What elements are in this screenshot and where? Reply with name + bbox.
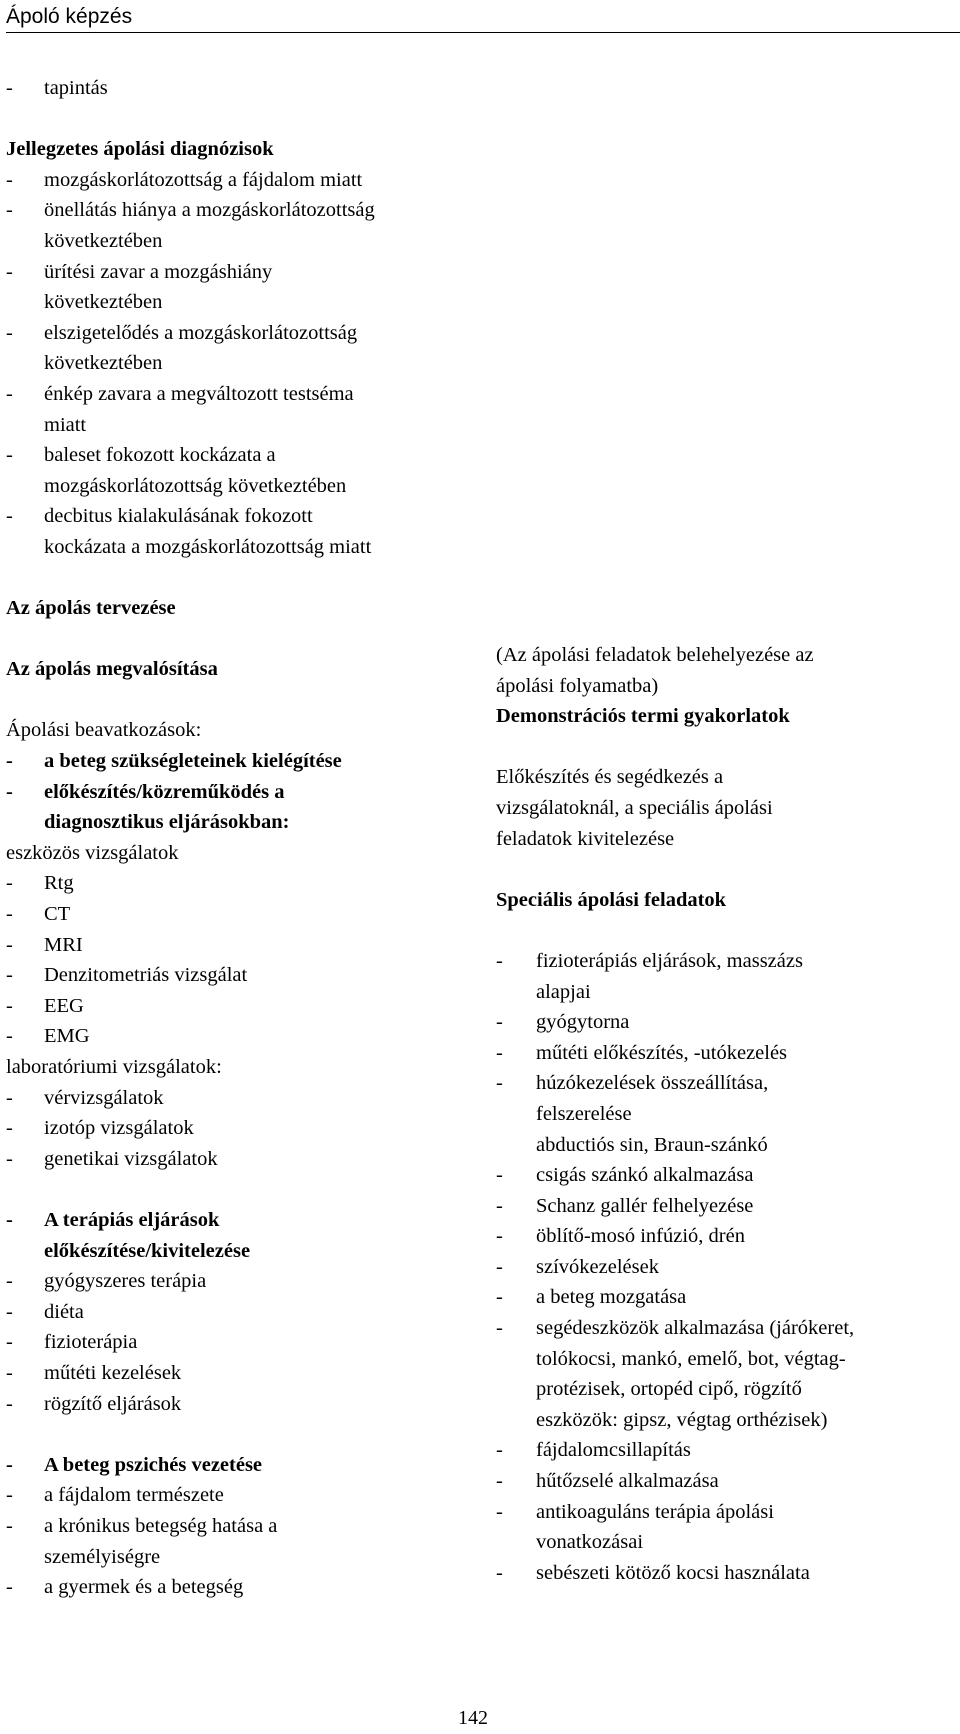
list-item-cont: alapjai (536, 980, 591, 1003)
list-item-cont: vonatkozásai (536, 1531, 644, 1554)
list-item: - fizioterápia (6, 1331, 138, 1354)
list-item: - genetikai vizsgálatok (6, 1147, 218, 1170)
list-item-cont: következtében (44, 291, 163, 314)
special-heading: Speciális ápolási feladatok (496, 888, 727, 911)
note-line: ápolási folyamatba) (496, 674, 659, 697)
list-item: - decbitus kialakulásának fokozott (6, 505, 313, 528)
list-item: - húzókezelések összeállítása, (496, 1072, 769, 1095)
list-item: - antikoaguláns terápia ápolási (496, 1500, 774, 1523)
list-item-cont: mozgáskorlátozottság következtében (44, 474, 347, 497)
list-item-cont: személyiségre (44, 1545, 161, 1568)
implementation-heading: Az ápolás megvalósítása (6, 658, 218, 681)
left-column (6, 73, 484, 1603)
list-item: - MRI (6, 933, 83, 956)
header-title: Ápoló képzés (6, 5, 133, 28)
list-item: - műtéti kezelések (6, 1361, 182, 1384)
list-item: - tapintás (6, 77, 108, 99)
list-item: - öblítő-mosó infúzió, drén (496, 1225, 745, 1248)
right-column (496, 640, 956, 1588)
list-item: - rögzítő eljárások (6, 1392, 182, 1415)
list-item: - önellátás hiánya a mozgáskorlátozottság (6, 199, 375, 222)
list-item: - EEG (6, 994, 84, 1017)
list-item: - EMG (6, 1025, 90, 1048)
list-item: - a fájdalom természete (6, 1484, 224, 1507)
list-item: - fizioterápiás eljárások, masszázs (496, 949, 803, 972)
list-item: - énkép zavara a megváltozott testséma (6, 382, 354, 405)
page-number: 142 (458, 1707, 488, 1729)
demo-heading: Demonstrációs termi gyakorlatok (496, 705, 790, 728)
prep-line: vizsgálatoknál, a speciális ápolási (496, 796, 773, 819)
list-item: - a krónikus betegség hatása a (6, 1514, 278, 1537)
list-item: - csigás szánkó alkalmazása (496, 1164, 754, 1187)
list-item: - a beteg mozgatása (496, 1286, 687, 1309)
list-item-cont: következtében (44, 352, 163, 375)
prep-line: feladatok kivitelezése (496, 827, 675, 850)
list-item: - Schanz gallér felhelyezése (496, 1194, 754, 1217)
list-item: - Rtg (6, 872, 74, 895)
list-item: - gyógytorna (496, 1011, 630, 1034)
list-item: - ürítési zavar a mozgáshiány (6, 260, 273, 283)
list-item-cont: abductiós sin, Braun-szánkó (536, 1133, 768, 1156)
list-item-cont: következtében (44, 229, 163, 252)
list-item: - baleset fokozott kockázata a (6, 444, 276, 467)
list-item: - CT (6, 903, 71, 926)
list-item: - a gyermek és a betegség (6, 1576, 244, 1599)
list-item-cont: eszközök: gipsz, végtag orthézisek) (536, 1408, 828, 1431)
therapy-heading: - A terápiás eljárások (6, 1208, 220, 1231)
list-item: - előkészítés/közreműködés a (6, 780, 285, 803)
instrumental-label: eszközös vizsgálatok (6, 841, 179, 864)
list-item: - Denzitometriás vizsgálat (6, 964, 248, 987)
lab-label: laboratóriumi vizsgálatok: (6, 1056, 222, 1078)
diagnoses-heading: Jellegzetes ápolási diagnózisok (6, 138, 274, 161)
list-item: - szívókezelések (496, 1255, 659, 1278)
note-line: (Az ápolási feladatok belehelyezése az (496, 644, 814, 666)
list-item: - izotóp vizsgálatok (6, 1117, 194, 1140)
list-item-cont: felszerelése (536, 1102, 632, 1125)
list-item: - mozgáskorlátozottság a fájdalom miatt (6, 168, 363, 191)
interventions-label: Ápolási beavatkozások: (6, 719, 202, 742)
list-item: - a beteg szükségleteinek kielégítése (6, 750, 342, 773)
list-item-cont: kockázata a mozgáskorlátozottság miatt (44, 535, 372, 558)
list-item: - diéta (6, 1300, 84, 1323)
list-item: - hűtőzselé alkalmazása (496, 1470, 719, 1493)
planning-heading: Az ápolás tervezése (6, 597, 176, 620)
list-item-cont: diagnosztikus eljárásokban: (44, 811, 290, 834)
list-item: - vérvizsgálatok (6, 1086, 164, 1109)
list-item: - gyógyszeres terápia (6, 1270, 207, 1293)
list-item: - elszigetelődés a mozgáskorlátozottság (6, 321, 358, 344)
list-item-cont: protézisek, ortopéd cipő, rögzítő (536, 1378, 802, 1401)
therapy-heading-cont: előkészítése/kivitelezése (44, 1239, 251, 1262)
list-item-cont: tolókocsi, mankó, emelő, bot, végtag- (536, 1347, 846, 1370)
list-item: - műtéti előkészítés, -utókezelés (496, 1041, 788, 1064)
list-item: - fájdalomcsillapítás (496, 1439, 691, 1462)
list-item: - sebészeti kötöző kocsi használata (496, 1561, 810, 1584)
list-item: - segédeszközök alkalmazása (járókeret, (496, 1317, 855, 1340)
page-header (6, 2, 960, 33)
list-item-cont: miatt (44, 413, 87, 436)
psych-heading: - A beteg pszichés vezetése (6, 1453, 263, 1476)
prep-line: Előkészítés és segédkezés a (496, 766, 724, 789)
